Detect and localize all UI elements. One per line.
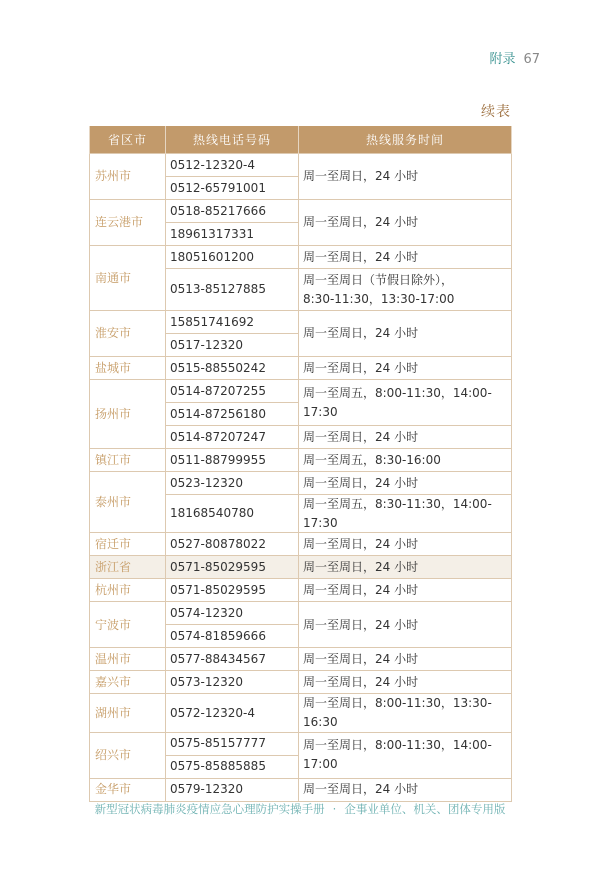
table-row — [90, 671, 512, 694]
table-row — [90, 449, 512, 472]
hours-cell: 周一至周日，8:00-11:30，14:00-17:00 — [299, 732, 512, 778]
phone-cell: 0512-65791001 — [166, 177, 299, 200]
hours-cell: 周一至周五，8:30-16:00 — [299, 449, 512, 472]
region-cell: 宿迁市 — [90, 533, 166, 556]
footer-separator: · — [332, 802, 337, 816]
phone-cell: 0514-87256180 — [166, 403, 299, 426]
table-row — [90, 778, 512, 801]
phone-cell: 0512-12320-4 — [166, 154, 299, 177]
table-row — [90, 472, 512, 495]
phone-cell: 0517-12320 — [166, 334, 299, 357]
region-cell: 南通市 — [90, 246, 166, 311]
phone-cell: 0574-12320 — [166, 602, 299, 625]
table-row — [90, 648, 512, 671]
table-row — [90, 200, 512, 223]
region-cell: 温州市 — [90, 648, 166, 671]
phone-cell: 0515-88550242 — [166, 357, 299, 380]
hours-cell: 周一至周日，24 小时 — [299, 200, 512, 246]
hours-cell: 周一至周日（节假日除外）， 8:30-11:30，13:30-17:00 — [299, 269, 512, 311]
phone-cell: 0518-85217666 — [166, 200, 299, 223]
phone-cell: 0577-88434567 — [166, 648, 299, 671]
region-cell: 浙江省 — [90, 556, 166, 579]
region-cell: 扬州市 — [90, 380, 166, 449]
hours-cell: 周一至周日，24 小时 — [299, 357, 512, 380]
column-header-hours: 热线服务时间 — [299, 126, 512, 154]
region-cell: 金华市 — [90, 778, 166, 801]
phone-cell: 0523-12320 — [166, 472, 299, 495]
phone-cell: 0575-85885885 — [166, 755, 299, 778]
continued-label: 续表 — [481, 104, 511, 120]
table-row — [90, 533, 512, 556]
phone-cell: 0571-85029595 — [166, 579, 299, 602]
table-row — [90, 311, 512, 334]
phone-cell: 18961317331 — [166, 223, 299, 246]
hours-cell: 周一至周日，24 小时 — [299, 533, 512, 556]
table-row — [90, 556, 512, 579]
page-header — [489, 48, 540, 67]
page-number: 67 — [523, 52, 540, 67]
table-row — [90, 154, 512, 177]
phone-cell: 0514-87207247 — [166, 426, 299, 449]
phone-cell: 15851741692 — [166, 311, 299, 334]
phone-cell: 0579-12320 — [166, 778, 299, 801]
table-body — [90, 154, 512, 802]
table-header — [90, 126, 512, 154]
region-cell: 杭州市 — [90, 579, 166, 602]
phone-cell: 0513-85127885 — [166, 269, 299, 311]
hours-cell: 周一至周日，24 小时 — [299, 426, 512, 449]
phone-cell: 0527-80878022 — [166, 533, 299, 556]
hours-cell: 周一至周日，24 小时 — [299, 246, 512, 269]
region-cell: 苏州市 — [90, 154, 166, 200]
table-row — [90, 732, 512, 755]
region-cell: 嘉兴市 — [90, 671, 166, 694]
phone-cell: 0514-87207255 — [166, 380, 299, 403]
region-cell: 泰州市 — [90, 472, 166, 533]
table-row — [90, 357, 512, 380]
phone-cell: 0572-12320-4 — [166, 694, 299, 732]
region-cell: 绍兴市 — [90, 732, 166, 778]
phone-cell: 0573-12320 — [166, 671, 299, 694]
phone-cell: 18051601200 — [166, 246, 299, 269]
hotline-table — [89, 126, 512, 802]
phone-cell: 0571-85029595 — [166, 556, 299, 579]
phone-cell: 0574-81859666 — [166, 625, 299, 648]
table-row — [90, 380, 512, 403]
hours-cell: 周一至周日，24 小时 — [299, 472, 512, 495]
region-cell: 镇江市 — [90, 449, 166, 472]
hours-cell: 周一至周日，24 小时 — [299, 671, 512, 694]
phone-cell: 0511-88799955 — [166, 449, 299, 472]
footer-title: 新型冠状病毒肺炎疫情应急心理防护实操手册 — [94, 802, 325, 816]
phone-cell: 0575-85157777 — [166, 732, 299, 755]
hours-cell: 周一至周日，24 小时 — [299, 579, 512, 602]
table-row — [90, 246, 512, 269]
hours-cell: 周一至周日，24 小时 — [299, 648, 512, 671]
hours-cell: 周一至周五，8:30-11:30，14:00-17:30 — [299, 495, 512, 533]
hours-cell: 周一至周日，24 小时 — [299, 778, 512, 801]
section-label: 附录 — [489, 52, 516, 67]
phone-cell: 18168540780 — [166, 495, 299, 533]
hours-cell: 周一至周日，24 小时 — [299, 556, 512, 579]
column-header-region: 省区市 — [90, 126, 166, 154]
hours-cell: 周一至周五，8:00-11:30，14:00-17:30 — [299, 380, 512, 426]
region-cell: 淮安市 — [90, 311, 166, 357]
column-header-phone: 热线电话号码 — [166, 126, 299, 154]
table-row — [90, 602, 512, 625]
page-footer — [0, 801, 600, 817]
hours-cell: 周一至周日，8:00-11:30，13:30-16:30 — [299, 694, 512, 732]
footer-subtitle: 企事业单位、机关、团体专用版 — [344, 802, 506, 816]
hours-cell: 周一至周日，24 小时 — [299, 311, 512, 357]
region-cell: 宁波市 — [90, 602, 166, 648]
hours-cell: 周一至周日，24 小时 — [299, 154, 512, 200]
table-row — [90, 694, 512, 732]
region-cell: 连云港市 — [90, 200, 166, 246]
hours-cell: 周一至周日，24 小时 — [299, 602, 512, 648]
table-row — [90, 579, 512, 602]
region-cell: 盐城市 — [90, 357, 166, 380]
region-cell: 湖州市 — [90, 694, 166, 732]
